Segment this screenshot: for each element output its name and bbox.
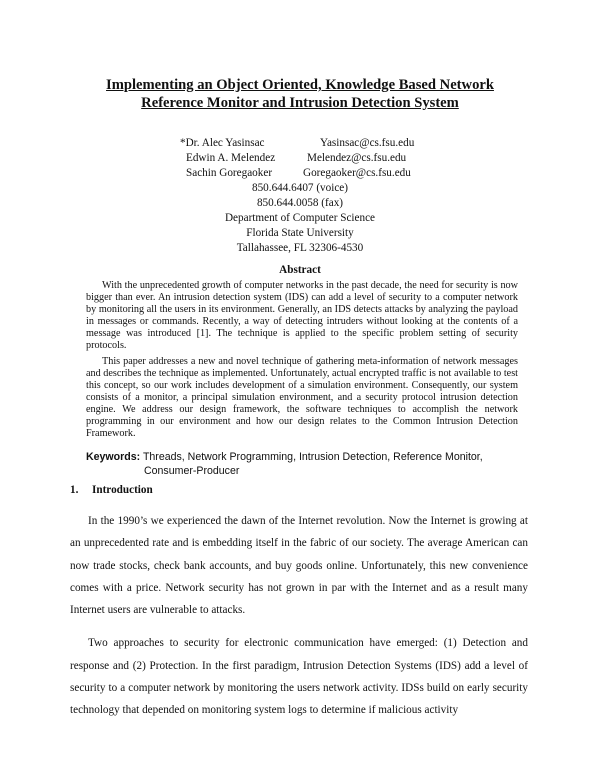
university: Florida State University (246, 227, 354, 239)
title-line-2: Reference Monitor and Intrusion Detection System (141, 95, 459, 111)
fax-number: 850.644.0058 (fax) (256, 197, 344, 209)
author-row (0, 151, 600, 166)
abstract-paragraph: This paper addresses a new and novel technique of gathering meta-information of network messages and describes the technique as implemented. Unfortunately, actual encrypted traffic is not available to test this concept, so our work includes development of a simulation environment. Consequently, our system consists of a monitor, a principal simulation environment, and a security protocol intrusion detection engine. We address our design framework, the software techniques to accomplish the network programming in our environment and how our design relates to the Common Intrusion Detection Framework. (86, 356, 518, 439)
author-row (0, 166, 600, 181)
keywords-line-1: Threads, Network Programming, Intrusion Detection, Reference Monitor, (142, 451, 483, 463)
author-name: Edwin A. Melendez (186, 152, 276, 164)
department: Department of Computer Science (224, 212, 376, 224)
section-number: 1. (70, 484, 79, 496)
author-email: Goregaoker@cs.fsu.edu (303, 167, 411, 179)
author-name: *Dr. Alec Yasinsac (180, 137, 265, 149)
author-row (0, 136, 600, 151)
abstract-body (86, 280, 518, 444)
address: Tallahassee, FL 32306-4530 (236, 242, 364, 254)
section-title: Introduction (92, 484, 153, 496)
keywords-label: Keywords: (86, 451, 141, 463)
author-block (0, 136, 600, 256)
author-email: Melendez@cs.fsu.edu (307, 152, 407, 164)
body-text (70, 510, 528, 733)
author-name: Sachin Goregaoker (186, 167, 273, 179)
body-paragraph: In the 1990’s we experienced the dawn of the Internet revolution. Now the Internet is growing at an unprecedented rate and is embedding itself in the fabric of our society. The average American can now trade stocks, check bank accounts, and buy goods online. Unfortunately, this new convenience comes with a price. Network security has not grown in par with the Internet and as a result many Internet users are vulnerable to attacks. (70, 515, 528, 617)
author-email: Yasinsac@cs.fsu.edu (320, 137, 415, 149)
body-paragraph: Two approaches to security for electronic communication have emerged: (1) Detection and response and (2) Protection. In the first paradigm, Intrusion Detection Systems (IDS) add a level of security to a computer network by monitoring the users network activity. IDSs build on early security technology that depended on monitoring system logs to determine if malicious activity (70, 637, 528, 717)
title-line-1: Implementing an Object Oriented, Knowledge Based Network (106, 77, 494, 93)
keywords-line-2: Consumer-Producer (144, 465, 240, 477)
section-heading (70, 484, 153, 496)
keywords (86, 450, 518, 478)
abstract-heading: Abstract (279, 264, 321, 276)
abstract-paragraph: With the unprecedented growth of computer networks in the past decade, the need for security is now bigger than ever. An intrusion detection system (IDS) can add a level of security to a computer network by monitoring all the users in its environment. Generally, an IDS detects attacks by analyzing the payload in messages or commands. Recently, a way of detecting intruders without looking at the contents of a message was introduced [1]. The technique is applied to the specific problem setting of security protocols. (86, 280, 518, 351)
voice-number: 850.644.6407 (voice) (251, 182, 348, 194)
paper-title (60, 76, 540, 112)
